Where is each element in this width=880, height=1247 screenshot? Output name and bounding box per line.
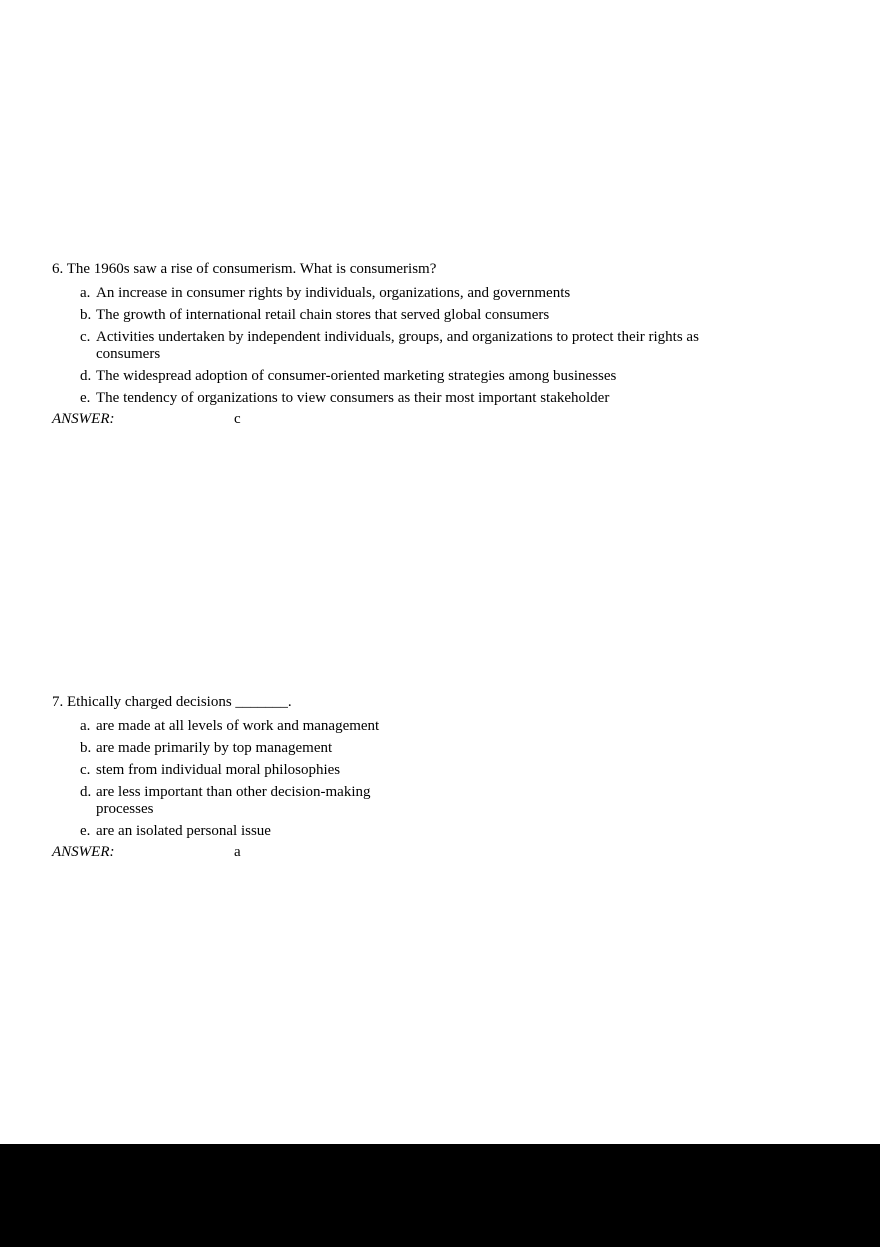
bottom-black-band	[0, 1144, 880, 1247]
option-letter: d.	[80, 784, 92, 800]
option-d	[52, 368, 772, 385]
answer-label: ANSWER:	[52, 411, 115, 427]
question-text: The 1960s saw a rise of consumerism. What is consumerism?	[66, 261, 437, 277]
option-e	[52, 390, 772, 407]
answer-row	[52, 410, 772, 430]
option-text: are less important than other decision-making processes	[96, 784, 371, 817]
option-letter: e.	[80, 390, 91, 406]
option-c	[52, 762, 772, 779]
option-text: Activities undertaken by independent individuals, groups, and organizations to protect their rights as consumers	[96, 329, 699, 362]
question-7	[52, 693, 772, 863]
option-letter: a.	[80, 718, 91, 734]
option-text: are an isolated personal issue	[96, 823, 271, 839]
option-letter: b.	[80, 307, 92, 323]
option-text: The widespread adoption of consumer-oriented marketing strategies among businesses	[96, 368, 617, 384]
option-text: are made at all levels of work and management	[96, 718, 380, 734]
option-letter: a.	[80, 285, 91, 301]
option-text: The tendency of organizations to view consumers as their most important stakeholder	[96, 390, 610, 406]
option-text: are made primarily by top management	[96, 740, 333, 756]
question-number: 6.	[52, 261, 64, 277]
option-c	[52, 329, 772, 363]
answer-value: c	[234, 411, 241, 427]
option-d	[52, 784, 772, 818]
option-letter: d.	[80, 368, 92, 384]
option-e	[52, 823, 772, 840]
option-text: The growth of international retail chain stores that served global consumers	[96, 307, 550, 323]
option-a	[52, 285, 772, 302]
option-text: An increase in consumer rights by individuals, organizations, and governments	[96, 285, 571, 301]
option-letter: b.	[80, 740, 92, 756]
option-text: stem from individual moral philosophies	[96, 762, 341, 778]
option-a	[52, 718, 772, 735]
option-letter: c.	[80, 329, 91, 345]
answer-label: ANSWER:	[52, 844, 115, 860]
option-b	[52, 740, 772, 757]
answer-row	[52, 843, 772, 863]
question-stem	[52, 693, 772, 713]
question-text: Ethically charged decisions _______.	[67, 694, 292, 710]
question-stem	[52, 260, 772, 280]
option-letter: e.	[80, 823, 91, 839]
answer-value: a	[234, 844, 241, 860]
option-letter: c.	[80, 762, 91, 778]
question-6	[52, 260, 772, 430]
question-number: 7.	[52, 694, 64, 710]
option-b	[52, 307, 772, 324]
